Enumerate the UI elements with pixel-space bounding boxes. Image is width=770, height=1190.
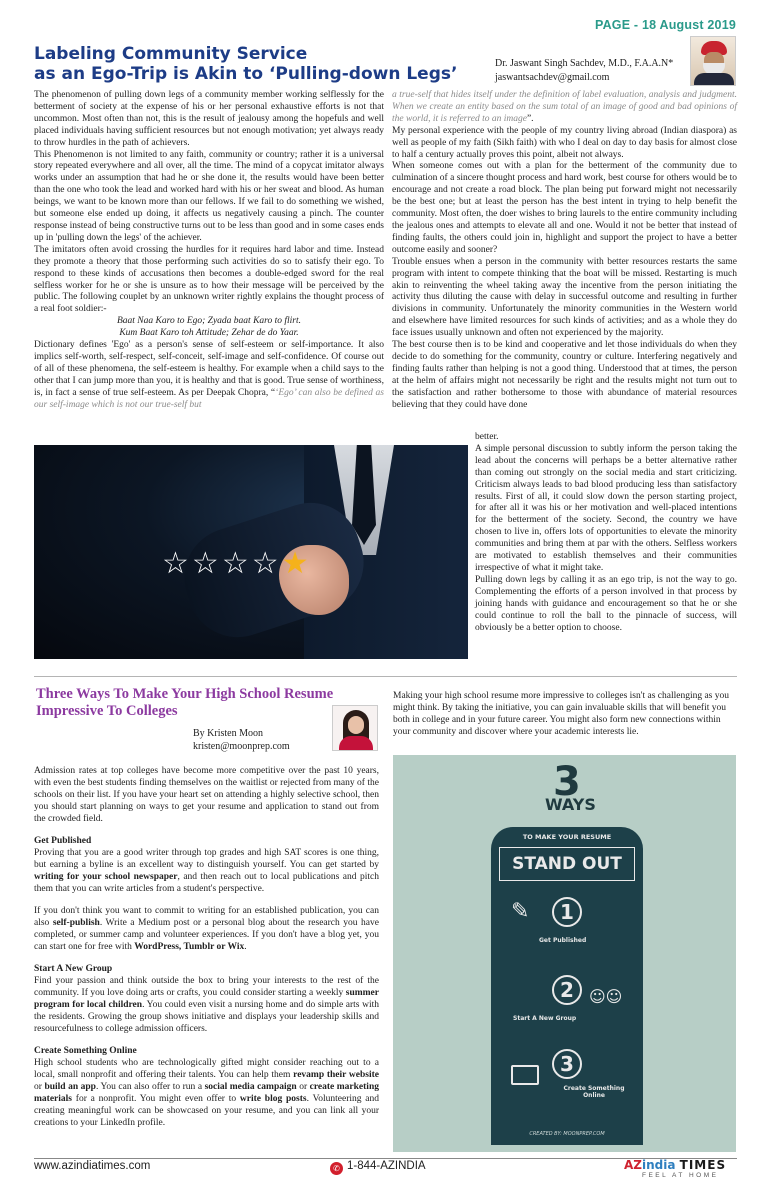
step-label: Create Something Online: [563, 1085, 625, 1099]
star-icon: ☆: [251, 546, 279, 581]
text: . You could even visit a nursing home and do simple arts with the residents. Growing the group shows initiative and displays your leadership skills and resourcefulness to college admission officers.: [34, 1000, 379, 1034]
article2-left-column: [34, 765, 379, 1129]
infographic-ways: WAYS: [545, 795, 596, 814]
section-heading: Start A New Group: [34, 964, 113, 974]
bold-text: self-publish: [52, 918, 100, 928]
text: . Volunteering and creating meaningful work can be showcased on your resume, and you can link all your creations to your LinkedIn profile.: [34, 1094, 379, 1128]
step-label: Get Published: [539, 937, 587, 944]
step-label: Start A New Group: [513, 1015, 577, 1022]
paragraph: Making your high school resume more impressive to colleges isn't as challenging as you might think. By taking the initiative, you can gain invaluable skills that will benefit you both in college and in your future career. You might also form new connections within your community and discover where your academic interests lie.: [393, 691, 729, 737]
logo-az: AZ: [624, 1158, 642, 1172]
step-number: 2: [552, 975, 582, 1005]
article1-left-column: [34, 90, 384, 411]
text: High school students who are technologically gifted might consider reaching out to a local, small nonprofit and offering their talents. You can help them: [34, 1058, 379, 1080]
section-heading: Create Something Online: [34, 1046, 137, 1056]
article1-byline: [495, 57, 685, 85]
paragraph: The phenomenon of pulling down legs of a community member working selflessly for the betterment of society at the expense of his or her personal exhaustive efforts is not that uncommon. Most often than not, this is the result of jealousy among the hopefuls and well placed individuals having sufficient resources but not enough motivation; yet always ready to throw hurdles in the path of achievers.: [34, 90, 384, 148]
quote-text: a true-self that hides itself under the definition of label evaluation, analysis and judgment. When we create an entity based on the sum total of an image of good and bad opinions of the world, it is referred to an image: [392, 90, 737, 124]
text: or: [296, 1082, 310, 1092]
bold-text: create marketing materials: [34, 1082, 379, 1104]
text: for a nonprofit. You might even offer to: [72, 1094, 240, 1104]
text: If you don't think you want to commit to writing for an established publication, you can also: [34, 906, 379, 928]
author-email[interactable]: kristen@moonprep.com: [193, 741, 290, 752]
page-label: PAGE - 18 August 2019: [594, 18, 736, 32]
bold-text: build an app: [44, 1082, 96, 1092]
star-icon: ★: [281, 546, 309, 581]
star-icon: ☆: [191, 546, 219, 581]
infographic-number: 3: [553, 759, 581, 805]
paragraph-text: Dictionary defines 'Ego' as a person's sense of self-esteem or self-importance. It also implics self-worth, self-respect, self-conceit, self-image and self-confidence. Of course out of all of these phenomena, the self-esteem is healthy. For example when a child says to the other that I can jump more than you, it is healthy and that is good. True sense of worthiness, is, in fact a sense of true self-esteem. As per Deepak Chopra, “: [34, 340, 384, 398]
article1-photo: [34, 445, 468, 659]
article1-title-line1: Labeling Community Service: [34, 44, 308, 64]
group-icon: ☺☺: [589, 987, 623, 1006]
paragraph: Admission rates at top colleges have become more competitive over the past 10 years, with even the best students finding themselves on the waitlist or rejected from many of the schools on their list. If you have your heart set on attending a highly selective school, then you should start planning on ways to get your resume and application to stand out from the crowded field.: [34, 766, 379, 824]
rating-stars: [162, 546, 309, 581]
bold-text: summer program for local children: [34, 988, 379, 1010]
couplet-line: Kum Baat Karo toh Attitude; Zehar de do Yaar.: [119, 328, 299, 339]
paragraph: [34, 975, 379, 1035]
paragraph: This Phenomenon is not limited to any faith, community or country; rather it is a universal story repeated everywhere and all over, all the time. The mind of a copycat imitator always works under an assumption that had he or she done it, the results would have been better than the one who took the lead and worked hard with his or her sweat and blood. As human beings, we want to be known more than our fellows. If we fail to do something we wished, but someone else ended up doing, it affects us negatively causing a pinch. The counter response instead of being constructive turns out to be less than good and in some cases ends up in 'pulling down the legs' of the achiever.: [34, 149, 384, 243]
author-name: By Kristen Moon: [193, 728, 263, 739]
author-email[interactable]: jaswantsachdev@gmail.com: [495, 72, 610, 83]
infographic: [393, 755, 736, 1152]
infographic-heading: STAND OUT: [499, 847, 635, 881]
quote-end: ”.: [526, 113, 534, 124]
phone-icon: ✆: [330, 1162, 343, 1175]
bold-text: revamp their website: [293, 1070, 380, 1080]
step-number: 3: [552, 1049, 582, 1079]
article2-title: [36, 686, 376, 720]
article1-title: [34, 44, 474, 84]
article1-right-column-lower: [475, 432, 737, 634]
author-photo: [332, 705, 378, 751]
author-name: Dr. Jaswant Singh Sachdev, M.D., F.A.A.N*: [495, 58, 674, 69]
section-divider: [34, 676, 737, 677]
article1-title-line2: as an Ego-Trip is Akin to ‘Pulling-down Legs’: [34, 64, 458, 84]
quote-text: ‘Ego’ can also be defined as our self-image which is not our true-self but: [34, 387, 384, 410]
infographic-credit: CREATED BY: MOONPREP.COM: [529, 1131, 605, 1137]
paragraph: A simple personal discussion to subtly inform the person taking the lead about the concerns will perhaps be a better alternative rather than coming out strongly on the social media and start criticizing. Criticism always leads to bad blood producing less than satisfactory results. First of all, it could slow down the person starting project, for after all it was his or her motivation and well-placed intentions for the betterment of the society. Second, the country we have chosen to live in, offers lots of opportunities to elevate the minority communities and bring them at par with the others. Selfless workers are motivated to establish themselves and their communities irrespective of what it might take.: [475, 443, 737, 573]
article2-title-line2: Impressive To Colleges: [36, 703, 178, 719]
paragraph: [34, 340, 384, 411]
bold-text: social media campaign: [204, 1082, 297, 1092]
footer-phone: [330, 1160, 426, 1175]
paragraph: The best course then is to be kind and cooperative and let those individuals do when they decide to do something for the community, country or culture. Interfering negatively and finding faults rather than helping is not a good thing. Understood that at times, the person at the helm of affairs might not necessarily be right and the results might not turn out to the satisfaction and rather bothersome to those with abundance of material resources believing that they could have done: [392, 340, 737, 410]
publication-logo: [624, 1158, 734, 1188]
paragraph: My personal experience with the people of my country living abroad (Indian diaspora) as well as people of my faith (Sikh faith) with who I deal on day to day basis for almost close to half a century actually proves this point, albeit not always.: [392, 125, 737, 160]
text: , and then reach out to local publications and pitch them that you can write articles from a student's perspective.: [34, 872, 380, 894]
section-heading: Get Published: [34, 836, 92, 846]
text: .: [244, 942, 247, 952]
logo-times: TIMES: [679, 1158, 727, 1172]
bold-text: writing for your school newspaper: [34, 872, 178, 882]
footer-website[interactable]: www.azindiatimes.com: [34, 1160, 151, 1172]
star-icon: ☆: [162, 546, 189, 581]
star-icon: ☆: [221, 546, 249, 581]
bold-text: write blog posts: [239, 1094, 307, 1104]
article2-right-column: [393, 690, 737, 738]
pencil-icon: ✎: [511, 899, 530, 924]
paragraph: [34, 905, 379, 953]
paragraph: better.: [475, 432, 499, 442]
article1-right-column: [392, 90, 737, 411]
paragraph: [34, 1057, 379, 1129]
logo-tagline: FEEL AT HOME: [642, 1172, 719, 1179]
paragraph: Trouble ensues when a person in the community with better resources restarts the same program with intent to compete thinking that the boat will be missed. Restarting is much akin to reinventing the wheel taking away the incentive from the person initiating the activity thus diluting the cause with delay in successful outcome and resulting in further divisions in community. Unfortunately the minority communities in the Western world and elsewhere have limited resources for such kinds of activities; and as a whole they do face issues usually unknown and often not experienced by the majority.: [392, 256, 737, 339]
paragraph: [392, 90, 737, 126]
monitor-icon: [511, 1065, 539, 1085]
bold-text: WordPress, Tumblr or Wix: [134, 942, 245, 952]
couplet-line: Baat Naa Karo to Ego; Zyada baat Karo to flirt.: [116, 316, 302, 327]
paragraph: The imitators often avoid crossing the hurdles for it requires hard labor and time. Instead they promote a theory that those performing such activities do so to satisfy their ego. To respond to these kinds of accusations then becomes a double-edged sword for the real selfless worker for he or she is unsure as to how their message will be perceived by the public. The following couplet by an unknown writer rightly explains the thought process of a real foot soldier:-: [34, 244, 384, 315]
text: Find your passion and think outside the box to bring your interests to the rest of the community. If you love doing arts or crafts, you could consider starting a weekly: [34, 976, 379, 998]
phone-number: 1-844-AZINDIA: [347, 1160, 426, 1172]
text: . Write a Medium post or a personal blog about the research you have completed, or summer camp and volunteer experiences. If you don't have a blog yet, you can start one for free with: [34, 918, 379, 952]
article2-title-line1: Three Ways To Make Your High School Resume: [36, 686, 334, 702]
text: . You can also offer to run a: [95, 1082, 205, 1092]
paragraph: Pulling down legs by calling it as an ego trip, is not the way to go. Complementing the efforts of a person involved in that process by joining hands with guidance and encouragement so that he or she could continue to roll the ball to the pinnacle of success, will obviously be a better option to choose.: [475, 574, 737, 633]
paragraph: When someone comes out with a plan for the betterment of the community due to culmination of a sincere thought process and hard work, best course for others would be to encourage and not create a road block. The plan being put forward might not necessarily be the best one; but at least the person has the best intent in trying to help benefit the community. Most often, the doer wishes to bring laurels to the entire community including the jealous ones and attempts to elevate all and one. Would it not be better that instead of finding faults, the others could join in, highlight and support the project to have a better outcome easily and sooner?: [392, 161, 737, 255]
paragraph: [34, 847, 379, 895]
infographic-subtitle: TO MAKE YOUR RESUME: [522, 833, 612, 841]
step-number: 1: [552, 897, 582, 927]
logo-india: india: [642, 1158, 676, 1172]
infographic-panel: [491, 827, 643, 1145]
text: Proving that you are a good writer through top grades and high SAT scores is one thing, but earning a byline is an excellent way to distinguish yourself. You can get started by: [34, 848, 379, 870]
text: or: [34, 1082, 45, 1092]
author-photo: [690, 36, 736, 86]
article2-byline: [193, 727, 333, 753]
